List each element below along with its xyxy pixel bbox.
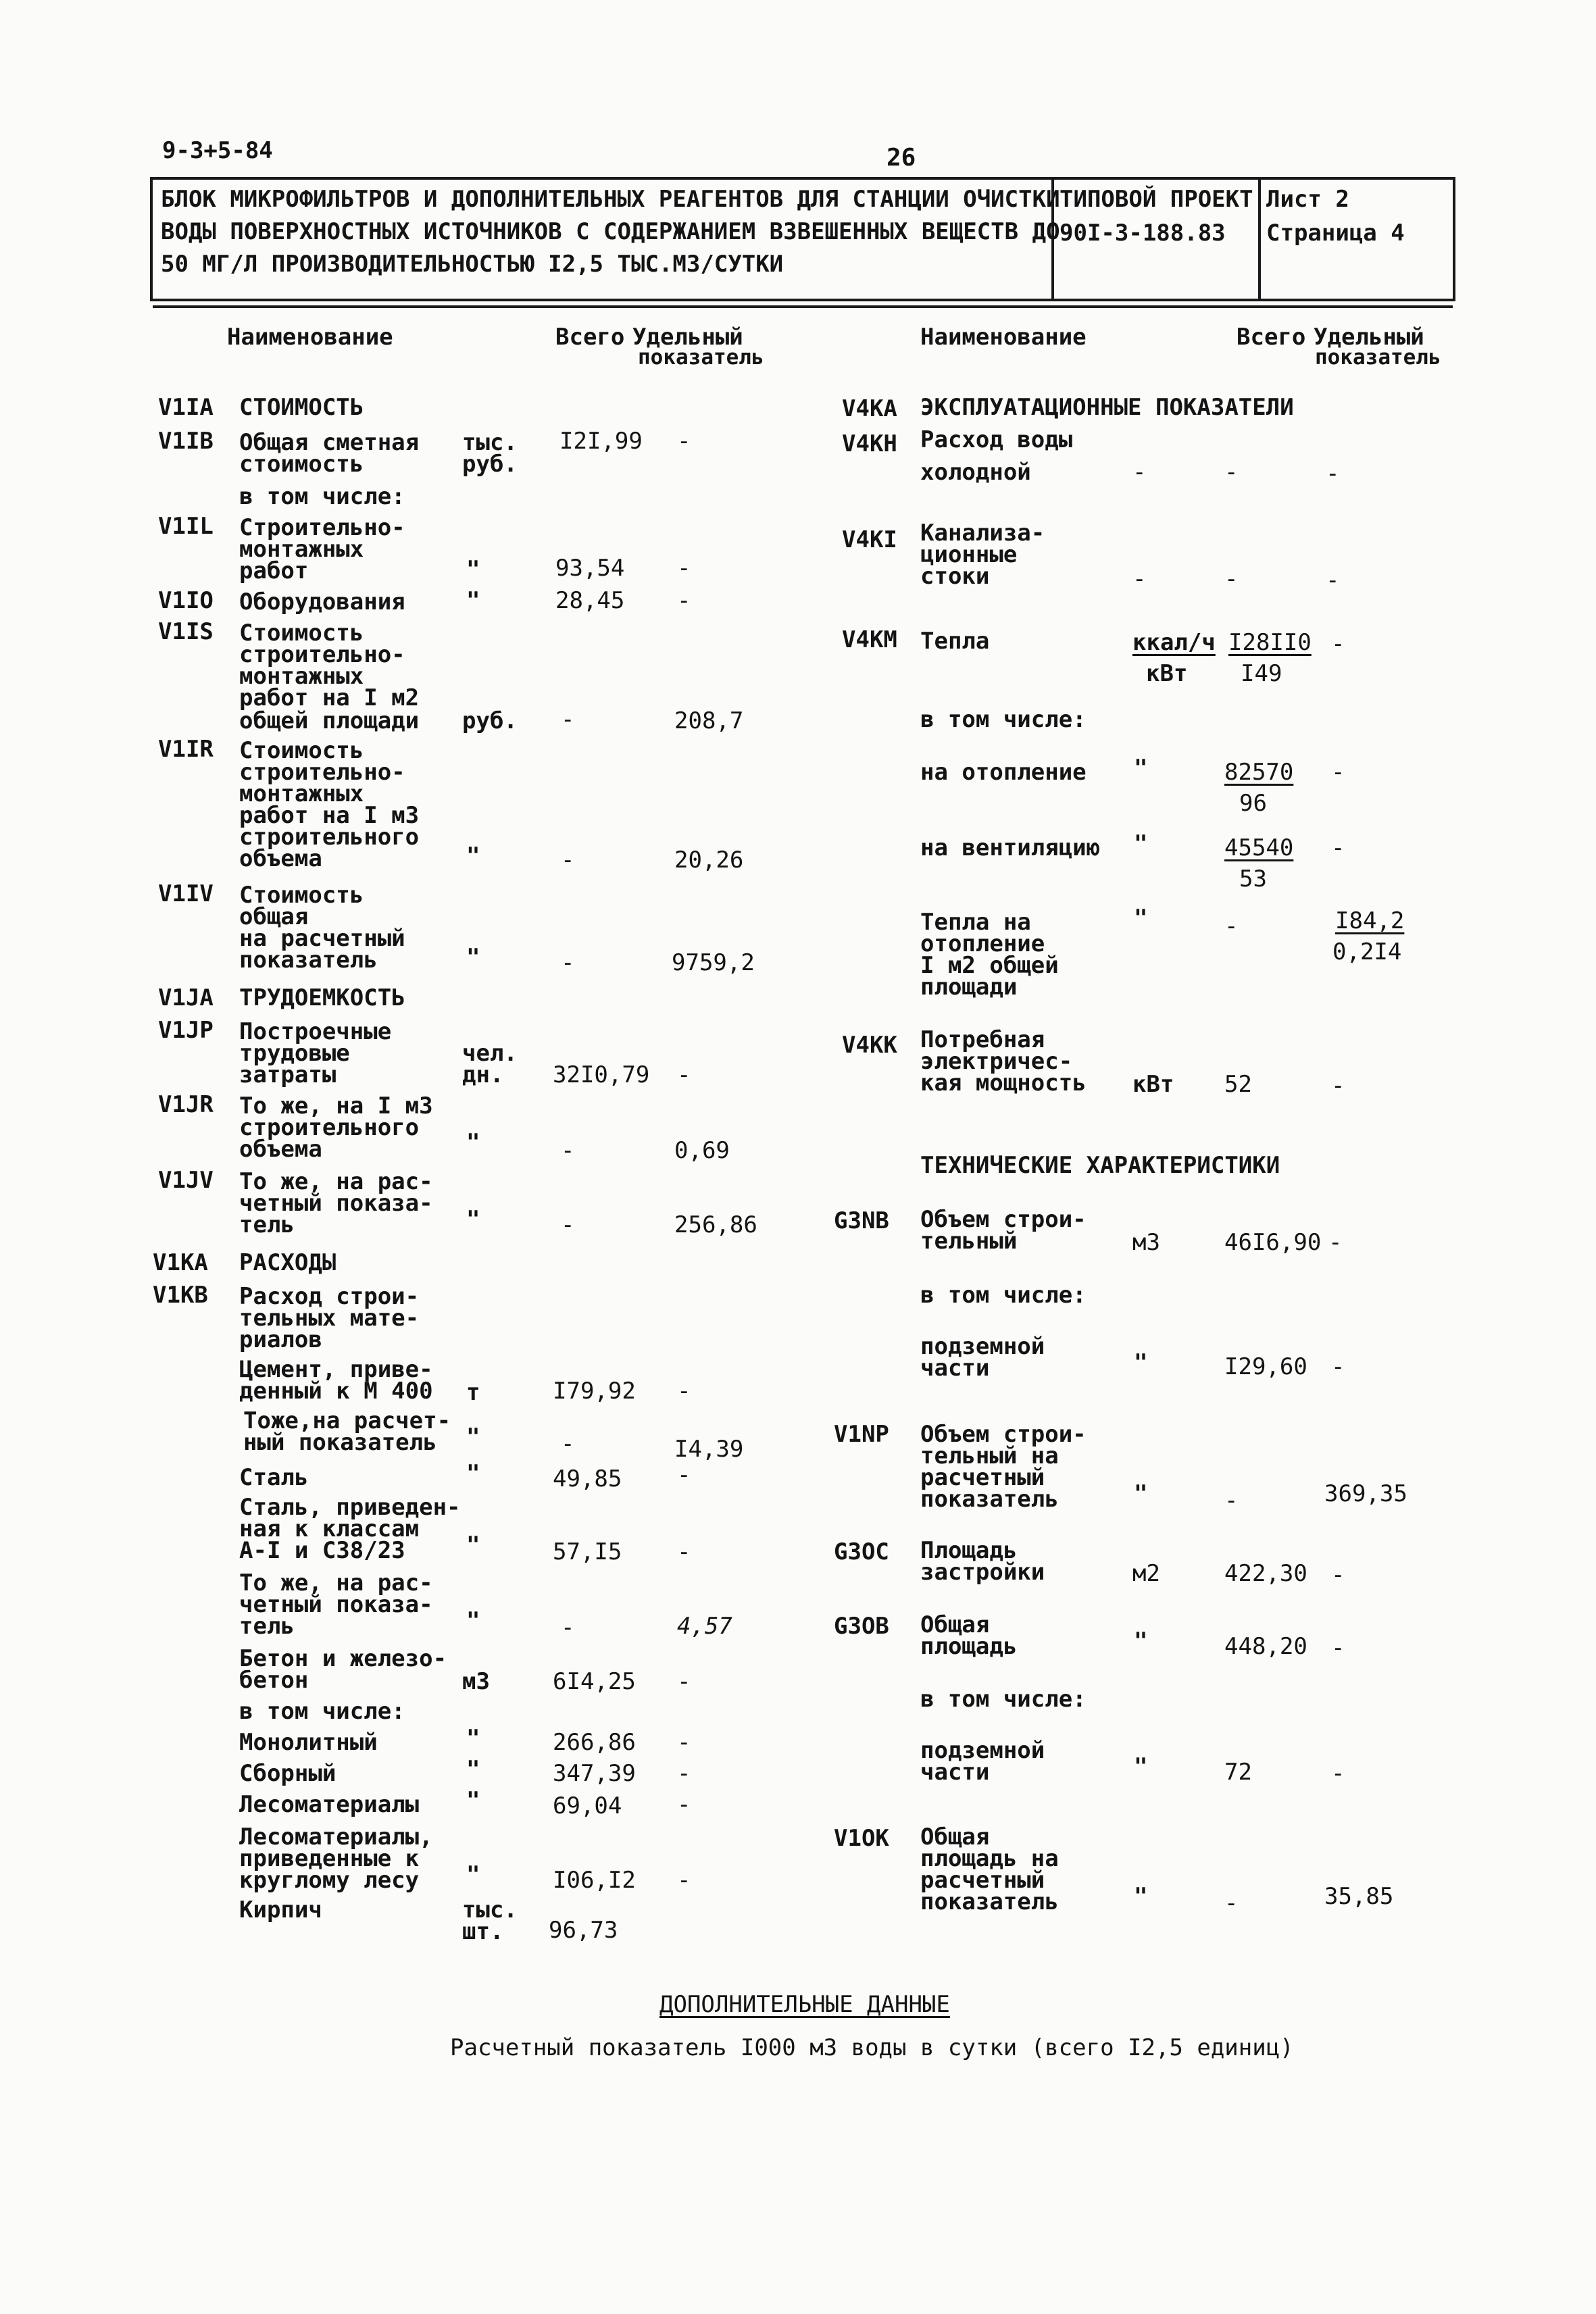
row-unit: - bbox=[1132, 565, 1147, 593]
row-code: V1IB bbox=[158, 428, 214, 455]
row-name-line: ционные bbox=[920, 541, 1018, 568]
row-name-line: Цемент, приве- bbox=[239, 1356, 433, 1383]
row-specific: 35,85 bbox=[1324, 1883, 1394, 1910]
section-title: РАСХОДЫ bbox=[239, 1249, 336, 1276]
row-name-line: Строительно- bbox=[239, 514, 405, 541]
row-name-line: четный показа- bbox=[239, 1591, 433, 1618]
row-specific: - bbox=[677, 428, 691, 455]
row-specific: - bbox=[677, 587, 691, 614]
row-name-line: бетон bbox=[239, 1667, 309, 1694]
row-unit: " bbox=[1134, 905, 1148, 932]
footer-title: ДОПОЛНИТЕЛЬНЫЕ ДАННЫЕ bbox=[659, 1991, 950, 2018]
row-total: 45540 bbox=[1224, 834, 1294, 861]
row-name-line: холодной bbox=[920, 459, 1031, 486]
row-total: 57,I5 bbox=[553, 1538, 622, 1565]
row-total: - bbox=[1224, 913, 1239, 940]
row-name-line: приведенные к bbox=[239, 1845, 420, 1872]
row-name-line: показатель bbox=[920, 1888, 1059, 1915]
section-title: ТЕХНИЧЕСКИЕ ХАРАКТЕРИСТИКИ bbox=[920, 1152, 1280, 1179]
row-unit: тыс. bbox=[462, 429, 518, 456]
row-name-line: работ на I м3 bbox=[239, 802, 420, 829]
row-name-line: То же, на рас- bbox=[239, 1168, 433, 1195]
row-specific: 256,86 bbox=[674, 1211, 757, 1238]
row-name-line: То же, на рас- bbox=[239, 1569, 433, 1596]
row-unit: ккал/ч bbox=[1132, 629, 1216, 656]
row-specific: 369,35 bbox=[1324, 1480, 1407, 1507]
row-name-line: строительного bbox=[239, 824, 420, 851]
row-name-line: Общая сметная bbox=[239, 429, 420, 456]
row-name-line: Бетон и железо- bbox=[239, 1645, 447, 1672]
row-name-line: Лесоматериалы, bbox=[239, 1823, 433, 1851]
row-name-line: на отопление bbox=[920, 759, 1087, 786]
row-unit: " bbox=[466, 1460, 480, 1487]
row-name-line: Объем строи- bbox=[920, 1206, 1087, 1233]
row-specific: 9759,2 bbox=[672, 949, 755, 976]
row-unit: " bbox=[466, 1129, 480, 1156]
row-name-line: Построечные bbox=[239, 1018, 392, 1045]
row-total: 96,73 bbox=[549, 1917, 618, 1944]
row-total: 72 bbox=[1224, 1759, 1252, 1786]
row-unit: кВт bbox=[1132, 1071, 1174, 1098]
project-number: 90I-3-188.83 bbox=[1059, 220, 1226, 247]
row-specific: - bbox=[677, 1867, 691, 1894]
row-specific: - bbox=[677, 1378, 691, 1405]
row-name-line: площадь bbox=[920, 1633, 1018, 1660]
row-unit: чел. bbox=[462, 1040, 518, 1067]
section-code: V1JA bbox=[158, 984, 214, 1011]
row-name-line: площадь на bbox=[920, 1845, 1059, 1872]
sheet-label: Лист 2 bbox=[1266, 186, 1349, 213]
row-name-line: подземной bbox=[920, 1737, 1045, 1764]
row-total-2: 96 bbox=[1239, 790, 1267, 817]
row-name-line: Монолитный bbox=[239, 1729, 378, 1756]
row-name-line: электричес- bbox=[920, 1048, 1073, 1075]
row-name-line: Канализа- bbox=[920, 520, 1045, 547]
row-unit: м3 bbox=[1132, 1229, 1160, 1256]
row-name-line: четный показа- bbox=[239, 1190, 433, 1217]
right-header-name: Наименование bbox=[920, 324, 1087, 351]
row-name-line: Кирпич bbox=[239, 1896, 322, 1923]
row-name-line: ная к классам bbox=[239, 1515, 420, 1542]
row-total: 347,39 bbox=[553, 1760, 636, 1787]
row-unit: шт. bbox=[462, 1918, 504, 1945]
row-total: - bbox=[561, 1430, 575, 1457]
row-total: 6I4,25 bbox=[553, 1668, 636, 1695]
row-name-line: показатель bbox=[239, 947, 378, 974]
row-unit: " bbox=[466, 842, 480, 870]
row-name-line: затраты bbox=[239, 1061, 336, 1088]
right-header-specific-1: Удельный bbox=[1314, 324, 1424, 351]
row-specific: - bbox=[677, 1061, 691, 1088]
row-name-line: в том числе: bbox=[239, 483, 405, 510]
row-specific: - bbox=[677, 555, 691, 582]
row-name-line: объема bbox=[239, 1136, 322, 1163]
row-total: 266,86 bbox=[553, 1729, 636, 1756]
stamp-title-line-1: БЛОК МИКРОФИЛЬТРОВ И ДОПОЛНИТЕЛЬНЫХ РЕАГЕНТОВ ДЛЯ СТАНЦИИ ОЧИСТКИ bbox=[161, 186, 1060, 213]
row-total: 28,45 bbox=[555, 587, 625, 614]
row-name-line: в том числе: bbox=[239, 1698, 405, 1725]
row-total: - bbox=[561, 949, 575, 976]
row-unit: тыс. bbox=[462, 1896, 518, 1923]
row-name-line: Площадь bbox=[920, 1537, 1018, 1564]
row-code: V1IO bbox=[158, 587, 214, 614]
row-unit: " bbox=[466, 1424, 480, 1451]
row-name-line: Общая bbox=[920, 1611, 990, 1638]
row-name-line: То же, на I м3 bbox=[239, 1092, 433, 1120]
row-total: - bbox=[561, 1137, 575, 1164]
row-name-line: отопление bbox=[920, 930, 1045, 957]
row-name-line: Тепла bbox=[920, 628, 990, 655]
row-total: 422,30 bbox=[1224, 1560, 1307, 1587]
row-specific: 20,26 bbox=[674, 847, 744, 874]
row-unit: " bbox=[1134, 830, 1148, 857]
row-unit: " bbox=[466, 1787, 480, 1814]
right-header-total: Всего bbox=[1237, 324, 1306, 351]
row-specific: - bbox=[1331, 834, 1345, 861]
left-header-total: Всего bbox=[555, 324, 625, 351]
row-specific: - bbox=[677, 1461, 691, 1488]
row-total: I06,I2 bbox=[553, 1867, 636, 1894]
row-name-line: строительно- bbox=[239, 641, 405, 668]
row-name-line: части bbox=[920, 1759, 990, 1786]
row-specific: - bbox=[1331, 1561, 1345, 1588]
row-name-line: Общая bbox=[920, 1823, 990, 1851]
row-name-line: работ bbox=[239, 557, 309, 584]
section-title: ЭКСПЛУАТАЦИОННЫЕ ПОКАЗАТЕЛИ bbox=[920, 394, 1294, 421]
row-unit: " bbox=[466, 1532, 480, 1559]
row-name-line: монтажных bbox=[239, 536, 364, 563]
row-name-line: стоимость bbox=[239, 451, 364, 478]
row-name-line: Объем строи- bbox=[920, 1421, 1087, 1448]
row-specific: I4,39 bbox=[674, 1436, 744, 1463]
row-code: V4KK bbox=[842, 1032, 897, 1059]
row-specific: - bbox=[1326, 567, 1340, 594]
row-specific: - bbox=[1326, 460, 1340, 487]
row-total: 32I0,79 bbox=[553, 1061, 650, 1088]
project-label: ТИПОВОЙ ПРОЕКТ bbox=[1059, 186, 1253, 213]
row-unit: " bbox=[1134, 1480, 1148, 1507]
row-total: I79,92 bbox=[553, 1378, 636, 1405]
row-specific: - bbox=[677, 1538, 691, 1565]
row-unit: " bbox=[466, 1756, 480, 1783]
row-total: 448,20 bbox=[1224, 1633, 1307, 1660]
row-total: - bbox=[1224, 1890, 1239, 1917]
row-total: 69,04 bbox=[553, 1792, 622, 1819]
row-name-line: показатель bbox=[920, 1486, 1059, 1513]
row-name-line: ный показатель bbox=[243, 1429, 437, 1456]
right-header-specific-2: показатель bbox=[1315, 345, 1441, 370]
row-code: V4KM bbox=[842, 626, 897, 653]
row-name-line: А-I и С38/23 bbox=[239, 1537, 405, 1564]
row-unit: т bbox=[466, 1379, 480, 1406]
row-name-line: тельный bbox=[920, 1228, 1018, 1255]
row-name-line: риалов bbox=[239, 1326, 322, 1353]
row-name-line: на расчетный bbox=[239, 925, 405, 952]
row-total: - bbox=[561, 847, 575, 874]
row-specific: - bbox=[1331, 1353, 1345, 1380]
row-name-line: денный к М 400 bbox=[239, 1378, 433, 1405]
row-specific: I84,2 bbox=[1335, 907, 1405, 934]
row-code: G3NB bbox=[834, 1207, 889, 1234]
section-title: ТРУДОЕМКОСТЬ bbox=[239, 984, 405, 1011]
row-total: 93,54 bbox=[555, 555, 625, 582]
row-unit: " bbox=[466, 556, 480, 583]
row-unit: руб. bbox=[462, 451, 518, 478]
row-name-line: монтажных bbox=[239, 663, 364, 690]
row-name-line: Сталь bbox=[239, 1464, 309, 1491]
row-name-line: общей площади bbox=[239, 707, 420, 734]
row-unit: дн. bbox=[462, 1061, 504, 1088]
row-total: I2I,99 bbox=[559, 428, 643, 455]
row-specific: 208,7 bbox=[674, 707, 744, 734]
row-specific: - bbox=[1331, 1760, 1345, 1787]
row-name-line: расчетный bbox=[920, 1464, 1045, 1491]
row-name-line: стоки bbox=[920, 563, 990, 590]
doc-code: 9-3+5-84 bbox=[162, 137, 273, 164]
row-name-line: тельных мате- bbox=[239, 1305, 420, 1332]
row-total: I28II0 bbox=[1228, 629, 1312, 656]
row-name-line: строительного bbox=[239, 1114, 420, 1141]
row-unit: " bbox=[466, 1861, 480, 1888]
row-specific: - bbox=[1331, 1072, 1345, 1099]
row-specific: - bbox=[1331, 630, 1345, 657]
row-specific-2: 0,2I4 bbox=[1332, 938, 1402, 965]
row-total-2: I49 bbox=[1241, 660, 1282, 687]
section-title: СТОИМОСТЬ bbox=[239, 394, 364, 421]
row-name-line: Лесоматериалы bbox=[239, 1791, 420, 1818]
page-number: 26 bbox=[887, 144, 916, 172]
row-unit: " bbox=[466, 1607, 480, 1634]
row-code: V1KB bbox=[153, 1282, 208, 1309]
title-stamp bbox=[150, 177, 1455, 301]
row-name-line: общая bbox=[239, 903, 309, 930]
row-name-line: в том числе: bbox=[920, 1686, 1087, 1713]
row-name-line: Сталь, приведен- bbox=[239, 1494, 461, 1521]
row-total: 82570 bbox=[1224, 759, 1294, 786]
row-name-line: подземной bbox=[920, 1333, 1045, 1360]
row-specific: 0,69 bbox=[674, 1137, 730, 1164]
row-specific: - bbox=[1331, 759, 1345, 786]
row-unit: " bbox=[1134, 1349, 1148, 1376]
row-total: - bbox=[561, 706, 575, 733]
row-specific: - bbox=[1331, 1634, 1345, 1661]
row-code: V1JP bbox=[158, 1017, 214, 1044]
row-total-2: 53 bbox=[1239, 865, 1267, 892]
row-code: V1IR bbox=[158, 736, 214, 763]
row-unit: " bbox=[466, 587, 480, 614]
row-name-line: площади bbox=[920, 974, 1018, 1001]
section-code: V1IA bbox=[158, 394, 214, 421]
row-name-line: строительно- bbox=[239, 759, 405, 786]
row-name-line: расчетный bbox=[920, 1867, 1045, 1894]
row-total: 46I6,90 bbox=[1224, 1229, 1322, 1256]
row-name-line: трудовые bbox=[239, 1040, 350, 1067]
row-name-line: части bbox=[920, 1355, 990, 1382]
row-unit: " bbox=[1134, 1628, 1148, 1655]
row-unit: " bbox=[1134, 755, 1148, 782]
row-total: - bbox=[561, 1614, 575, 1641]
section-code: V1KA bbox=[153, 1249, 208, 1276]
row-specific: - bbox=[677, 1791, 691, 1818]
row-code: V4KI bbox=[842, 526, 897, 553]
row-code: V1JR bbox=[158, 1091, 214, 1118]
row-name-line: I м2 общей bbox=[920, 952, 1059, 979]
row-specific: - bbox=[677, 1668, 691, 1695]
row-name-line: тельный на bbox=[920, 1442, 1059, 1469]
row-name-line: объема bbox=[239, 845, 322, 872]
row-total: 49,85 bbox=[553, 1465, 622, 1492]
left-header-name: Наименование bbox=[227, 324, 393, 351]
row-code: V1IL bbox=[158, 513, 214, 540]
row-specific: 4,57 bbox=[677, 1613, 732, 1640]
row-name-line: работ на I м2 bbox=[239, 684, 420, 711]
row-name-line: Тоже,на расчет- bbox=[243, 1407, 451, 1434]
row-name-line: Расход строи- bbox=[239, 1283, 420, 1310]
row-total: - bbox=[1224, 565, 1239, 593]
row-name-line: Расход воды bbox=[920, 426, 1073, 453]
row-name-line: тель bbox=[239, 1613, 295, 1640]
row-unit: " bbox=[466, 1725, 480, 1752]
row-name-line: в том числе: bbox=[920, 706, 1087, 733]
left-header-specific-1: Удельный bbox=[632, 324, 743, 351]
row-name-line: тель bbox=[239, 1211, 295, 1238]
row-code: G3OB bbox=[834, 1613, 889, 1640]
row-code: V1IS bbox=[158, 618, 214, 645]
row-unit: - bbox=[1132, 459, 1147, 486]
row-name-line: на вентиляцию bbox=[920, 834, 1101, 861]
row-unit: " bbox=[1134, 1753, 1148, 1780]
row-total: 52 bbox=[1224, 1071, 1252, 1098]
row-name-line: в том числе: bbox=[920, 1282, 1087, 1309]
row-name-line: Тепла на bbox=[920, 909, 1031, 936]
stamp-title-line-2: ВОДЫ ПОВЕРХНОСТНЫХ ИСТОЧНИКОВ С СОДЕРЖАНИЕМ ВЗВЕШЕННЫХ ВЕЩЕСТВ ДО bbox=[161, 218, 1060, 245]
row-name-line: Сборный bbox=[239, 1760, 336, 1787]
row-unit: м2 bbox=[1132, 1560, 1160, 1587]
row-name-line: Оборудования bbox=[239, 588, 405, 615]
row-code: V1IV bbox=[158, 880, 214, 907]
row-name-line: монтажных bbox=[239, 780, 364, 807]
row-total: I29,60 bbox=[1224, 1353, 1307, 1380]
row-unit-2: кВт bbox=[1146, 660, 1188, 687]
row-specific: - bbox=[677, 1760, 691, 1787]
row-name-line: кая мощность bbox=[920, 1070, 1087, 1097]
row-code: V1OK bbox=[834, 1825, 889, 1852]
row-total: - bbox=[1224, 459, 1239, 486]
row-unit: " bbox=[1134, 1883, 1148, 1910]
row-unit: " bbox=[466, 944, 480, 971]
row-name-line: Стоимость bbox=[239, 620, 364, 647]
row-total: - bbox=[1224, 1487, 1239, 1514]
row-code: V1JV bbox=[158, 1167, 214, 1194]
row-specific: - bbox=[1328, 1229, 1343, 1256]
page-label: Страница 4 bbox=[1266, 220, 1405, 247]
row-total: - bbox=[561, 1211, 575, 1238]
left-header-specific-2: показатель bbox=[638, 345, 764, 370]
row-code: V1NP bbox=[834, 1421, 889, 1448]
row-name-line: круглому лесу bbox=[239, 1867, 420, 1894]
section-code: V4KA bbox=[842, 395, 897, 422]
row-specific: - bbox=[677, 1729, 691, 1756]
row-name-line: Потребная bbox=[920, 1026, 1045, 1053]
row-unit: " bbox=[466, 1206, 480, 1233]
row-name-line: застройки bbox=[920, 1559, 1045, 1586]
row-unit: руб. bbox=[462, 707, 518, 734]
row-name-line: Стоимость bbox=[239, 882, 364, 909]
row-unit: м3 bbox=[462, 1668, 490, 1695]
row-code: V4KH bbox=[842, 430, 897, 457]
row-code: G3OC bbox=[834, 1538, 889, 1565]
stamp-title-line-3: 50 МГ/Л ПРОИЗВОДИТЕЛЬНОСТЬЮ I2,5 ТЫС.М3/СУТКИ bbox=[161, 251, 784, 278]
footer-text: Расчетный показатель I000 м3 воды в сутки (всего I2,5 единиц) bbox=[450, 2034, 1294, 2061]
row-name-line: Стоимость bbox=[239, 737, 364, 764]
